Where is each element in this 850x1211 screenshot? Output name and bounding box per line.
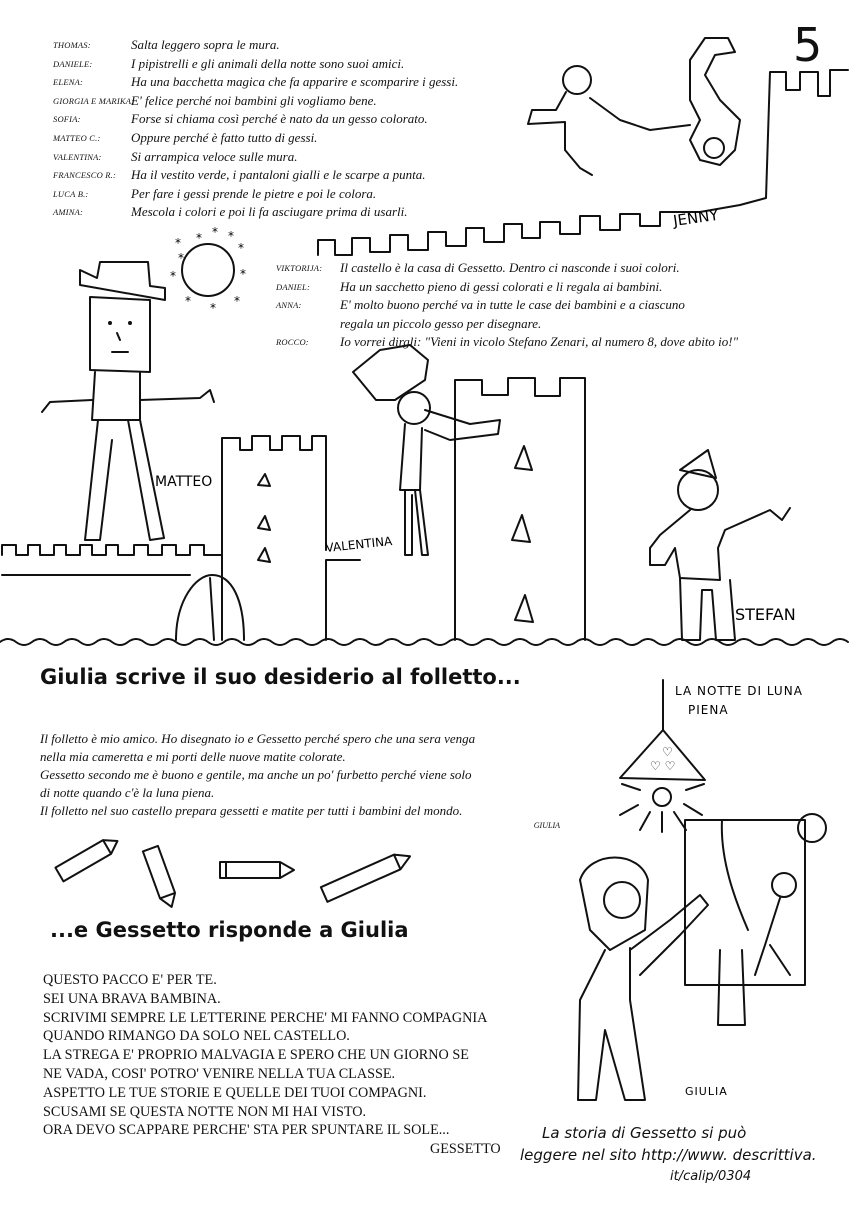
pencil-drawings	[55, 834, 413, 910]
letter-line: Il folletto è mio amico. Ho disegnato io e Gessetto perché spero che una sera venga	[40, 731, 476, 746]
reply-line: QUANDO RIMANGO DA SOLO NEL CASTELLO.	[43, 1028, 350, 1045]
svg-text:*: *	[234, 294, 240, 308]
website-credit	[520, 1122, 850, 1188]
letter-line: Gessetto secondo me è buono e gentile, ma anche un po' furbetto perché viene solo	[40, 767, 472, 782]
credit-line: leggere nel sito http://www. descrittiva.	[520, 1146, 817, 1164]
svg-text:*: *	[170, 269, 176, 283]
letter-line: Il folletto nel suo castello prepara gessetti e matite per tutti i bambini del mondo.	[40, 803, 463, 818]
dialogue-text: E' felice perché noi bambini gli vogliamo bene.	[131, 92, 377, 108]
top-castle-wall-drawing	[318, 70, 848, 255]
label-matteo: MATTEO	[155, 474, 213, 490]
dialogue-text: I pipistrelli e gli animali della notte sono suoi amici.	[131, 55, 405, 71]
svg-text:*: *	[212, 225, 218, 239]
dialogue-text: regala un piccolo gesso per disegnare.	[340, 315, 542, 331]
speaker-name: FRANCESCO R.:	[53, 170, 117, 181]
svg-text:♡: ♡	[662, 745, 673, 759]
dialogue-text: Mescola i colori e poi li fa asciugare prima di usarli.	[131, 204, 408, 220]
heading-gessetto-replies: ...e Gessetto risponde a Giulia	[50, 918, 409, 942]
speaker-name: MATTEO C.:	[53, 132, 101, 143]
svg-text:*: *	[240, 267, 246, 281]
label-valentina: VALENTINA	[324, 534, 393, 555]
speaker-name: ROCCO:	[276, 337, 309, 348]
speaker-name: AMINA:	[53, 207, 83, 218]
speaker-name: DANIEL:	[276, 281, 310, 292]
letter-line: di notte quando c'è la luna piena.	[40, 785, 215, 800]
credit-line: La storia di Gessetto si può	[542, 1124, 747, 1142]
speaker-name: VALENTINA:	[53, 151, 102, 162]
speaker-name: GIORGIA E MARIKA:	[53, 95, 135, 106]
letter-line: nella mia cameretta e mi porti delle nuove matite colorate.	[40, 749, 346, 764]
label-jenny: JENNY	[672, 205, 720, 230]
reply-line: SCUSAMI SE QUESTA NOTTE NON MI HAI VISTO.	[43, 1103, 367, 1120]
svg-text:*: *	[238, 241, 244, 255]
svg-text:*: *	[175, 236, 181, 250]
right-castle-drawing	[326, 378, 585, 640]
letter-signature: GIULIA	[533, 821, 560, 830]
reply-line: NE VADA, COSI' POTRO' VENIRE NELLA TUA CLASSE.	[43, 1065, 396, 1082]
label-giulia: GIULIA	[685, 1085, 728, 1098]
dialogue-text: Io vorrei dirgli: "Vieni in vicolo Stefano Zenari, al numero 8, dove abito io!"	[340, 334, 739, 350]
svg-text:*: *	[210, 301, 216, 315]
reply-line: SCRIVIMI SEMPRE LE LETTERINE PERCHE' MI FANNO COMPAGNIA	[43, 1009, 488, 1026]
speaker-name: THOMAS:	[53, 40, 91, 50]
reply-line: ASPETTO LE TUE STORIE E QUELLE DEI TUOI COMPAGNI.	[43, 1084, 427, 1101]
speaker-name: SOFIA:	[53, 114, 81, 125]
dialogue-text: E' molto buono perché va in tutte le case dei bambini e a ciascuno	[340, 297, 685, 313]
dialogue-text: Per fare i gessi prende le pietre e poi le colora.	[131, 185, 377, 201]
svg-text:♡ ♡: ♡ ♡	[650, 759, 676, 773]
label-stefan: STEFAN	[735, 605, 796, 624]
dialogue-text: Oppure perché è fatto tutto di gessi.	[131, 129, 318, 145]
dialogue-text: Ha un sacchetto pieno di gessi colorati e li regala ai bambini.	[340, 278, 663, 294]
dialogue-text: Ha il vestito verde, i pantaloni gialli e le scarpe a punta.	[131, 167, 426, 183]
speaker-name: ANNA:	[276, 300, 302, 311]
page-number: 5	[793, 18, 823, 72]
flying-children-drawing	[528, 38, 740, 175]
speaker-name: LUCA B.:	[53, 188, 89, 199]
label-night-line2: PIENA	[688, 703, 729, 717]
speaker-name: DANIELE:	[53, 58, 93, 69]
gessetto-reply	[43, 971, 501, 1159]
dialogue-text: Ha una bacchetta magica che fa apparire e scomparire i gessi.	[131, 74, 459, 90]
dialogue-text: Forse si chiama così perché è nato da un gesso colorato.	[131, 111, 428, 127]
giulia-figure-drawing	[578, 814, 826, 1100]
dialogue-text: Il castello è la casa di Gessetto. Dentro ci nasconde i suoi colori.	[340, 260, 680, 275]
speaker-name: VIKTORIJA:	[276, 263, 323, 273]
heading-giulia-writes: Giulia scrive il suo desiderio al folletto...	[40, 665, 521, 689]
svg-text:*: *	[196, 231, 202, 245]
giulia-letter	[40, 730, 580, 835]
credit-line: it/calip/0304	[670, 1169, 752, 1184]
sun-drawing	[170, 225, 246, 315]
svg-text:*: *	[228, 229, 234, 243]
dialogue-text: Salta leggero sopra le mura.	[131, 37, 280, 52]
reply-line: ORA DEVO SCAPPARE PERCHE' STA PER SPUNTARE IL SOLE...	[43, 1122, 450, 1139]
svg-text:*: *	[178, 251, 184, 265]
reply-line: LA STREGA E' PROPRIO MALVAGIA E SPERO CHE UN GIORNO SE	[43, 1047, 469, 1064]
speaker-name: ELENA:	[53, 77, 84, 88]
reply-line: SEI UNA BRAVA BAMBINA.	[43, 990, 221, 1007]
svg-text:*: *	[185, 294, 191, 308]
reply-signature: GESSETTO	[430, 1141, 501, 1158]
reply-line: QUESTO PACCO E' PER TE.	[43, 972, 217, 988]
label-night-line1: LA NOTTE DI LUNA	[675, 684, 803, 698]
label-night	[675, 684, 808, 717]
dialogue-text: Si arrampica veloce sulle mura.	[131, 148, 298, 164]
valentina-figure-drawing	[353, 345, 500, 555]
